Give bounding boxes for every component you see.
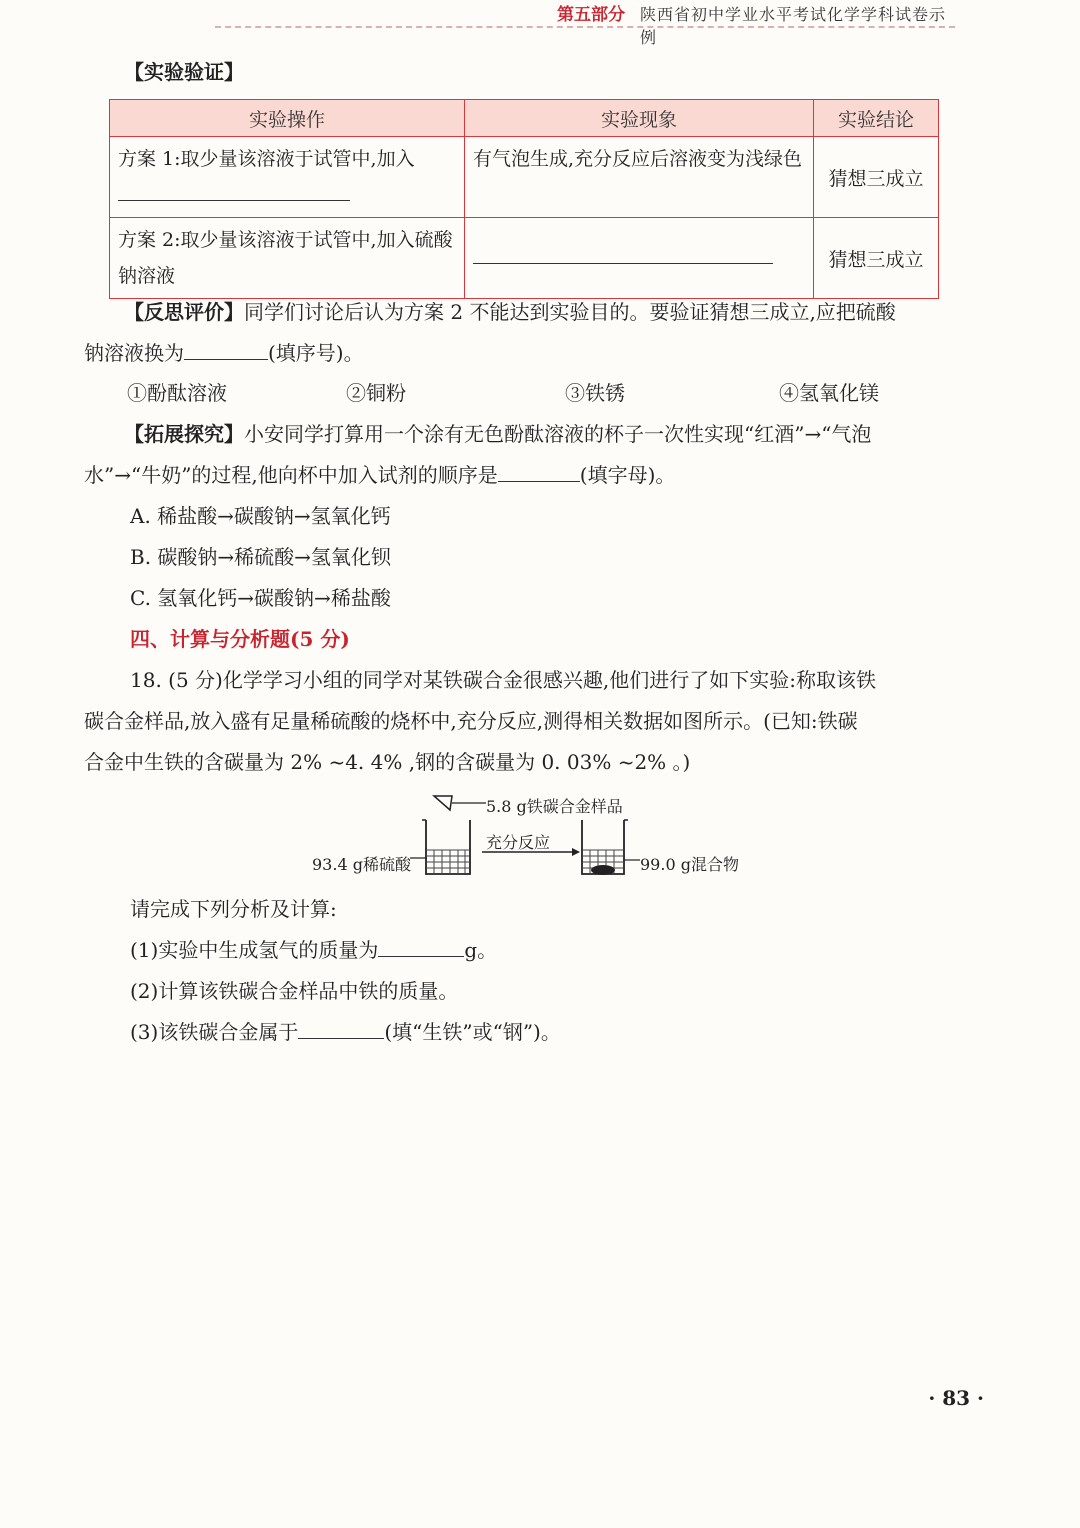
extension-line1: [124, 422, 871, 446]
diagram-acid-label: 93.4 g稀硫酸: [312, 855, 411, 874]
left-beaker-liquid: [427, 848, 469, 873]
extension-text-pre: 水”→“牛奶”的过程,他向杯中加入试剂的顺序是: [84, 463, 498, 487]
header-title: 陕西省初中学业水平考试化学学科试卷示例: [640, 5, 947, 47]
extension-text: 小安同学打算用一个涂有无色酚酞溶液的杯子一次性实现“红酒”→“气泡: [244, 422, 872, 446]
sub3-text-pre: (3)该铁碳合金属于: [130, 1020, 299, 1044]
reaction-arrow-head: [572, 848, 580, 856]
sub-question-1: [130, 938, 497, 962]
question18-line2: 碳合金样品,放入盛有足量稀硫酸的烧杯中,充分反应,测得相关数据如图所示。(已知:铁碳: [84, 709, 858, 733]
question18-line3: 合金中生铁的含碳量为 2% ~4. 4% ,钢的含碳量为 0. 03% ~2% 。): [84, 750, 691, 774]
section4-title: 四、计算与分析题(5 分): [130, 627, 350, 651]
row2-operation: 方案 2:取少量该溶液于试管中,加入硫酸钠溶液: [110, 218, 465, 299]
sub1-text-post: g。: [464, 938, 498, 962]
diagram-mixture-label: 99.0 g混合物: [640, 855, 739, 874]
reflection-line2: [84, 341, 364, 365]
reflection-text-post: (填序号)。: [268, 341, 364, 365]
calc-prompt: 请完成下列分析及计算:: [130, 897, 337, 921]
reflection-option-2: ②铜粉: [346, 381, 406, 405]
row2-conclusion: 猜想三成立: [814, 218, 939, 299]
verification-heading: 【实验验证】: [124, 60, 244, 84]
sub-question-2: (2)计算该铁碳合金样品中铁的质量。: [130, 979, 459, 1003]
extension-blank[interactable]: [498, 463, 580, 482]
diagram-arrow-label: 充分反应: [486, 833, 551, 852]
extension-text-post: (填字母)。: [579, 463, 676, 487]
sample-paper-icon: [434, 796, 452, 810]
sub-question-3: [130, 1020, 561, 1044]
row1-phenomenon: 有气泡生成,充分反应后溶液变为浅绿色: [465, 137, 814, 218]
reflection-blank[interactable]: [184, 341, 268, 360]
reflection-text-pre: 钠溶液换为: [84, 341, 184, 365]
page-header: [215, 0, 955, 47]
left-beaker-liquid-lines: [427, 850, 469, 873]
reflection-line1: [124, 300, 896, 324]
experiment-diagram: [310, 790, 760, 880]
row2-answer-blank[interactable]: [473, 245, 773, 264]
reflection-option-3: ③铁锈: [565, 381, 625, 405]
reflection-heading: 【反思评价】: [124, 300, 244, 324]
header-part: 第五部分: [557, 5, 625, 25]
col-header-phenomenon: 实验现象: [465, 100, 814, 137]
page-number: · 83 ·: [928, 1386, 984, 1410]
extension-line2: [84, 463, 675, 487]
table-row: [110, 218, 939, 299]
row2-phenomenon-cell: [465, 218, 814, 299]
reflection-option-4: ④氢氧化镁: [779, 381, 879, 405]
extension-heading: 【拓展探究】: [124, 422, 244, 446]
choice-a: A. 稀盐酸→碳酸钠→氢氧化钙: [130, 504, 391, 528]
choice-c: C. 氢氧化钙→碳酸钠→稀盐酸: [130, 586, 391, 610]
col-header-operation: 实验操作: [110, 100, 465, 137]
row1-answer-blank[interactable]: [118, 182, 350, 201]
row1-operation-cell: [110, 137, 465, 218]
reflection-option-1: ①酚酞溶液: [127, 381, 227, 405]
experiment-table: [109, 99, 939, 299]
question18-line1: 18. (5 分)化学学习小组的同学对某铁碳合金很感兴趣,他们进行了如下实验:称取该铁: [130, 668, 876, 692]
table-row: [110, 137, 939, 218]
reflection-text: 同学们讨论后认为方案 2 不能达到实验目的。要验证猜想三成立,应把硫酸: [244, 300, 896, 324]
row1-conclusion: 猜想三成立: [814, 137, 939, 218]
sub1-text-pre: (1)实验中生成氢气的质量为: [130, 938, 379, 962]
hydrogen-mass-blank[interactable]: [378, 938, 464, 957]
diagram-sample-label: 5.8 g铁碳合金样品: [486, 797, 623, 816]
sub3-text-post: (填“生铁”或“钢”)。: [384, 1020, 561, 1044]
table-header-row: [110, 100, 939, 137]
choice-b: B. 碳酸钠→稀硫酸→氢氧化钡: [130, 545, 391, 569]
alloy-type-blank[interactable]: [298, 1020, 384, 1039]
row1-operation: 方案 1:取少量该溶液于试管中,加入: [118, 148, 415, 170]
col-header-conclusion: 实验结论: [814, 100, 939, 137]
residue-icon: [591, 865, 615, 875]
left-beaker-icon: [426, 820, 470, 874]
